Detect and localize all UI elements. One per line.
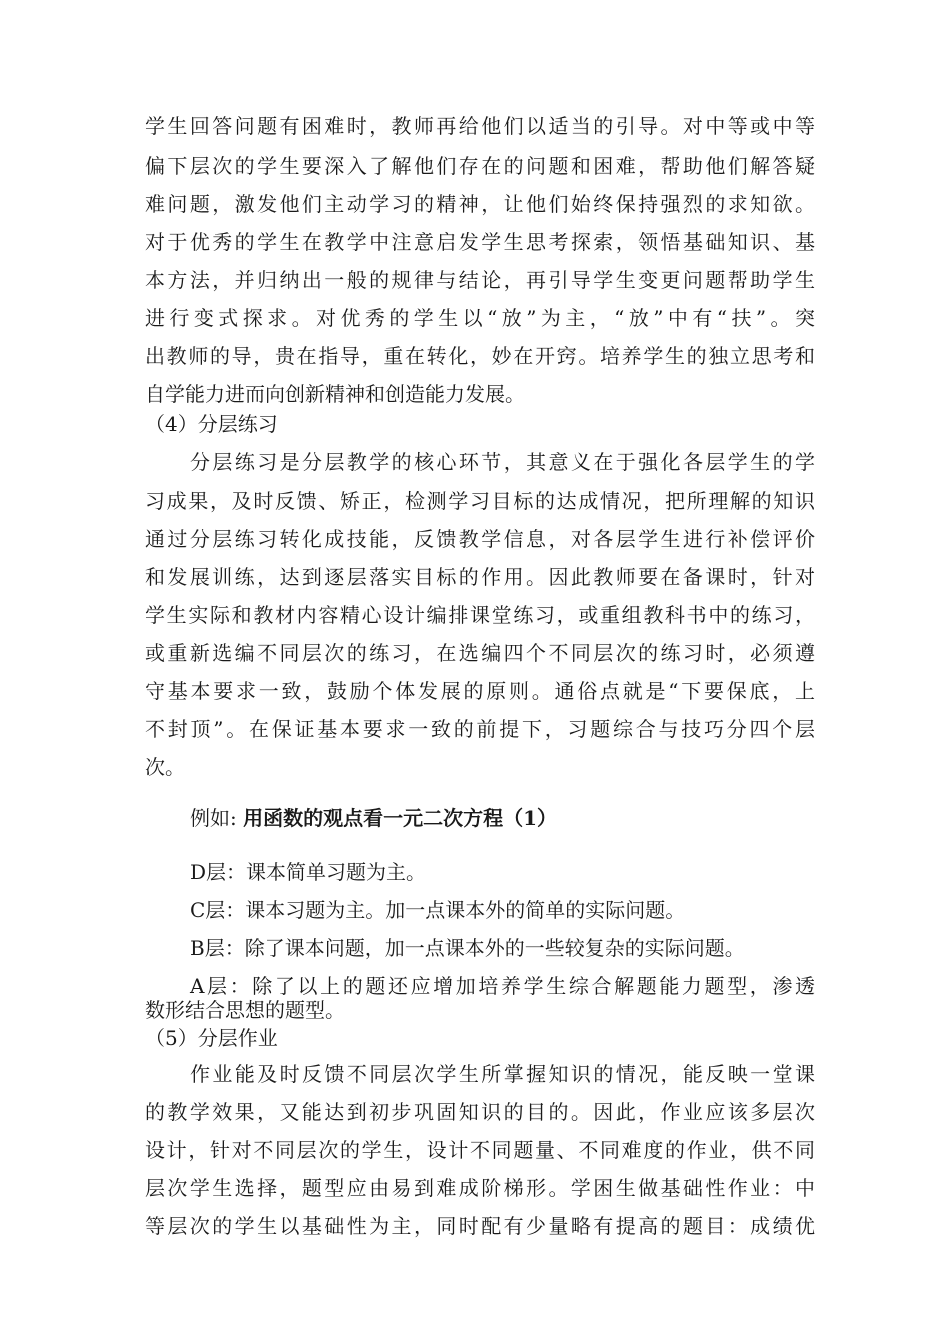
- paragraph-line: 设计，针对不同层次的学生，设计不同题量、不同难度的作业，供不同: [145, 1138, 815, 1162]
- section-heading: （5）分层作业: [145, 1026, 278, 1050]
- example-line: [190, 804, 815, 832]
- level-a-line: 数形结合思想的题型。: [145, 998, 345, 1022]
- paragraph-line: 层次学生选择，题型应由易到难成阶梯形。学困生做基础性作业：中: [145, 1176, 815, 1200]
- paragraph-line: 难问题，激发他们主动学习的精神，让他们始终保持强烈的求知欲。: [145, 192, 815, 216]
- paragraph-line: 分层练习是分层教学的核心环节，其意义在于强化各层学生的学: [190, 450, 815, 474]
- paragraph-line: 学生实际和教材内容精心设计编排课堂练习，或重组教科书中的练习，: [145, 603, 815, 627]
- level-d: D层：课本简单习题为主。: [190, 860, 427, 884]
- paragraph-line: 偏下层次的学生要深入了解他们存在的问题和困难，帮助他们解答疑: [145, 154, 815, 178]
- paragraph-line: 的教学效果，又能达到初步巩固知识的目的。因此，作业应该多层次: [145, 1100, 815, 1124]
- paragraph-line: 守基本要求一致，鼓励个体发展的原则。通俗点就是“下要保底，上: [145, 679, 815, 703]
- paragraph-line: 等层次的学生以基础性为主，同时配有少量略有提高的题目：成绩优: [145, 1214, 815, 1238]
- paragraph-line: 次。: [145, 755, 185, 779]
- paragraph-line: 出教师的导，贵在指导，重在转化，妙在开窍。培养学生的独立思考和: [145, 344, 815, 368]
- paragraph-line: 作业能及时反馈不同层次学生所掌握知识的情况，能反映一堂课: [190, 1062, 815, 1086]
- paragraph-line: 或重新选编不同层次的练习，在选编四个不同层次的练习时，必须遵: [145, 641, 815, 665]
- example-title: 用函数的观点看一元二次方程（1）: [243, 806, 558, 830]
- paragraph-line: 和发展训练，达到逐层落实目标的作用。因此教师要在备课时，针对: [145, 565, 815, 589]
- paragraph-line: 习成果，及时反馈、矫正，检测学习目标的达成情况，把所理解的知识: [145, 489, 815, 513]
- paragraph-line: 学生回答问题有困难时，教师再给他们以适当的引导。对中等或中等: [145, 114, 815, 138]
- level-b: B层：除了课本问题，加一点课本外的一些较复杂的实际问题。: [190, 936, 745, 960]
- level-a-line: A层：除了以上的题还应增加培养学生综合解题能力题型，渗透: [190, 974, 815, 998]
- paragraph-line: 本方法，并归纳出一般的规律与结论，再引导学生变更问题帮助学生: [145, 268, 815, 292]
- paragraph-line: 不封顶”。在保证基本要求一致的前提下，习题综合与技巧分四个层: [145, 717, 815, 741]
- example-prefix: 例如:: [190, 806, 237, 830]
- paragraph-line: 对于优秀的学生在教学中注意启发学生思考探索，领悟基础知识、基: [145, 230, 815, 254]
- section-heading: （4）分层练习: [145, 412, 278, 436]
- paragraph-line: 通过分层练习转化成技能，反馈教学信息，对各层学生进行补偿评价: [145, 527, 815, 551]
- level-c: C层：课本习题为主。加一点课本外的简单的实际问题。: [190, 898, 686, 922]
- paragraph-line: 自学能力进而向创新精神和创造能力发展。: [145, 382, 525, 406]
- paragraph-line: 进行变式探求。对优秀的学生以“放”为主，“放”中有“扶”。突: [145, 306, 815, 330]
